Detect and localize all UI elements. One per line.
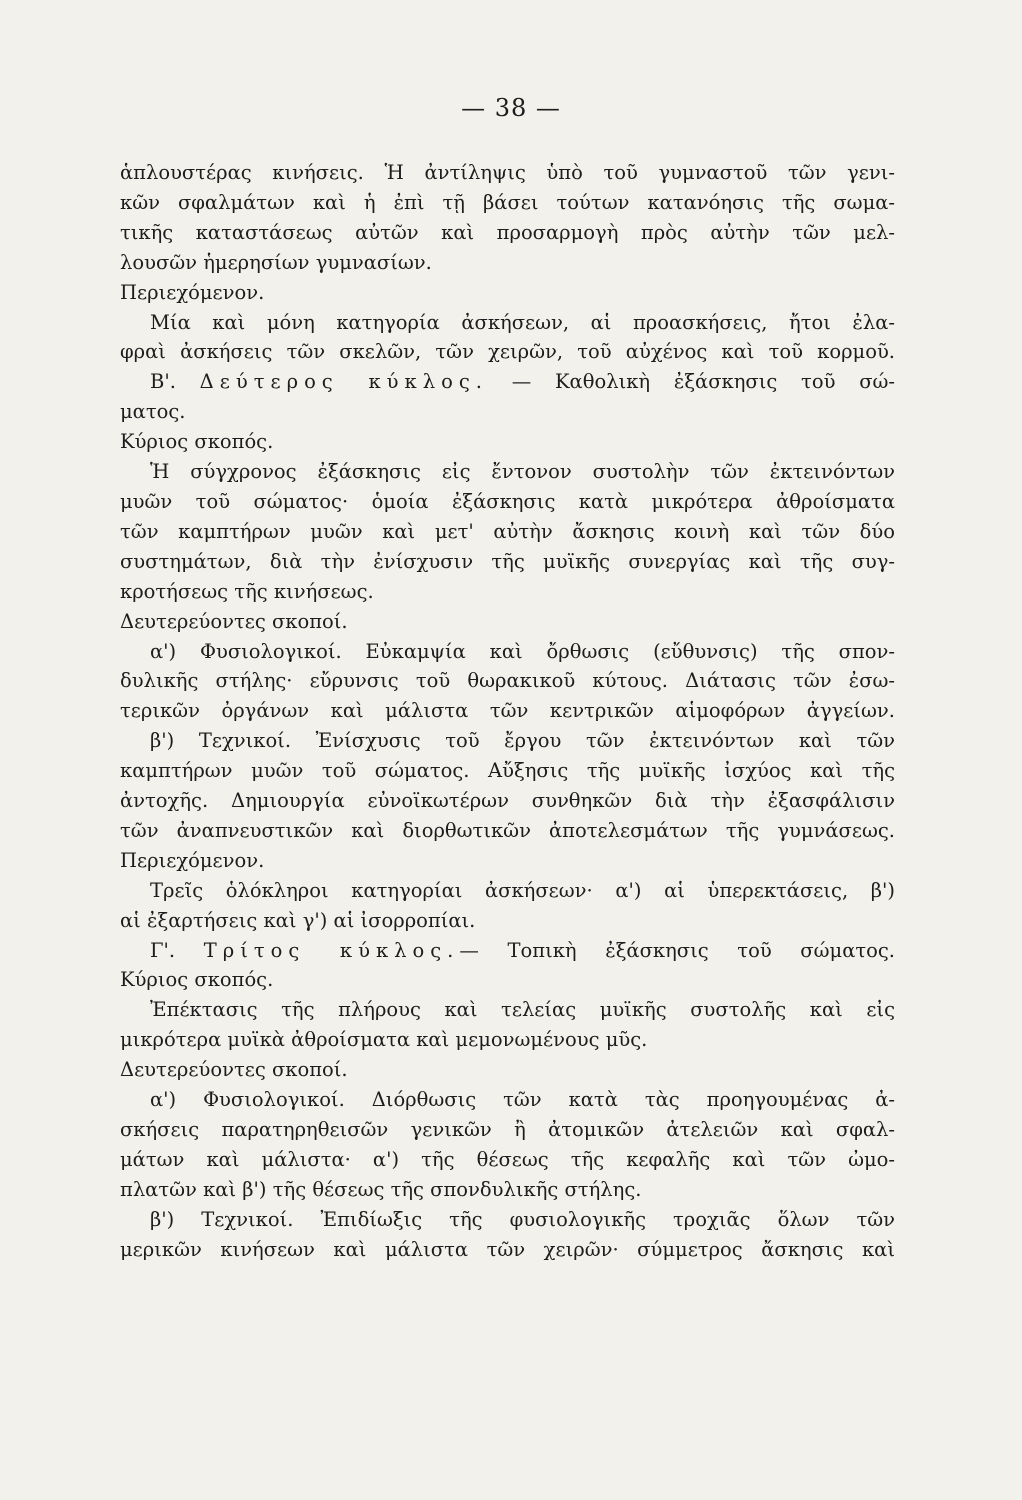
section-heading: Δευτερεύοντες σκοποί.	[120, 609, 348, 633]
text-line: μυῶν τοῦ σώματος· ὁμοία ἐξάσκησις κατὰ μικρότερα ἀθροίσματα	[120, 489, 895, 513]
text-line: τικῆς καταστάσεως αὐτῶν καὶ προσαρμογὴ πρὸς αὐτὴν τῶν μελ-	[120, 220, 895, 244]
text-line: λουσῶν ἡμερησίων γυμνασίων.	[120, 250, 432, 274]
section-heading: Κύριος σκοπός.	[120, 430, 274, 454]
text-line: μερικῶν κινήσεων καὶ μάλιστα τῶν χειρῶν· σύμμετρος ἄσκησις καὶ	[120, 1237, 895, 1261]
cycle-description: — Καθολικὴ ἐξάσκησις τοῦ σώ-	[487, 370, 896, 394]
section-heading: Δευτερεύοντες σκοποί.	[120, 1058, 348, 1082]
body-text	[120, 158, 895, 1265]
text-line: σκήσεις παρατηρηθεισῶν γενικῶν ἢ ἀτομικῶν ἀτελειῶν καὶ σφαλ-	[120, 1118, 895, 1141]
text-line: κροτήσεως τῆς κινήσεως.	[120, 579, 374, 603]
text-line: Μία καὶ μόνη κατηγορία ἀσκήσεων, αἱ προασκήσεις, ἤτοι ἐλα-	[150, 310, 895, 334]
section-heading: Περιεχόμενον.	[120, 280, 265, 304]
page-number: — 38 —	[461, 94, 561, 122]
text-line: ματος.	[120, 400, 186, 424]
text-line: αἱ ἐξαρτήσεις καὶ γ') αἱ ἰσορροπίαι.	[120, 908, 476, 932]
text-line: τερικῶν ὀργάνων καὶ μάλιστα τῶν κεντρικῶν αἱμοφόρων ἀγγείων.	[120, 699, 895, 723]
text-line: καμπτήρων μυῶν τοῦ σώματος. Αὔξησις τῆς μυϊκῆς ἰσχύος καὶ τῆς	[120, 759, 895, 783]
text-line: β') Τεχνικοί. Ἐπιδίωξις τῆς φυσιολογικῆς τροχιᾶς ὅλων τῶν	[150, 1207, 895, 1231]
text-line: κῶν σφαλμάτων καὶ ἡ ἐπὶ τῇ βάσει τούτων κατανόησις τῆς σωμα-	[120, 190, 895, 214]
section-heading: Κύριος σκοπός.	[120, 968, 274, 992]
text-line: συστημάτων, διὰ τὴν ἐνίσχυσιν τῆς μυϊκῆς συνεργίας καὶ τῆς συγ-	[120, 549, 895, 573]
text-line: ἁπλουστέρας κινήσεις. Ἡ ἀντίληψις ὑπὸ τοῦ γυμναστοῦ τῶν γενι-	[120, 161, 895, 184]
cycle-number: Γ'.	[150, 938, 204, 962]
cycle-heading-c	[120, 936, 895, 966]
text-line: Τρεῖς ὁλόκληροι κατηγορίαι ἀσκήσεων· α') αἱ ὑπερεκτάσεις, β')	[150, 878, 895, 902]
cycle-heading-b	[120, 367, 895, 397]
text-line: α') Φυσιολογικοί. Διόρθωσις τῶν κατὰ τὰς προηγουμένας ἀ-	[150, 1088, 895, 1112]
cycle-description: — Τοπικὴ ἐξάσκησις τοῦ σώματος.	[459, 938, 896, 962]
text-line: πλατῶν καὶ β') τῆς θέσεως τῆς σπονδυλικῆς στήλης.	[120, 1177, 642, 1201]
cycle-title: Τρίτος κύκλος.	[203, 938, 460, 962]
cycle-number: Β'.	[150, 370, 200, 394]
text-line: β') Τεχνικοί. Ἐνίσχυσις τοῦ ἔργου τῶν ἐκτεινόντων καὶ τῶν	[150, 729, 895, 753]
text-line: μικρότερα μυϊκὰ ἀθροίσματα καὶ μεμονωμένους μῦς.	[120, 1028, 648, 1052]
text-line: α') Φυσιολογικοί. Εὐκαμψία καὶ ὄρθωσις (εὔθυνσις) τῆς σπον-	[150, 639, 895, 663]
text-line: δυλικῆς στήλης· εὔρυνσις τοῦ θωρακικοῦ κύτους. Διάτασις τῶν ἐσω-	[120, 669, 895, 693]
section-heading: Περιεχόμενον.	[120, 848, 265, 872]
text-line: ἀντοχῆς. Δημιουργία εὐνοϊκωτέρων συνθηκῶν διὰ τὴν ἐξασφάλισιν	[120, 789, 895, 813]
text-line: Ἡ σύγχρονος ἐξάσκησις εἰς ἔντονον συστολὴν τῶν ἐκτεινόντων	[150, 460, 895, 484]
cycle-title: Δεύτερος κύκλος.	[199, 370, 488, 394]
text-line: μάτων καὶ μάλιστα· α') τῆς θέσεως τῆς κεφαλῆς καὶ τῶν ὠμο-	[120, 1147, 895, 1171]
text-line: Ἐπέκτασις τῆς πλήρους καὶ τελείας μυϊκῆς συστολῆς καὶ εἰς	[150, 998, 895, 1022]
text-line: τῶν ἀναπνευστικῶν καὶ διορθωτικῶν ἀποτελεσμάτων τῆς γυμνάσεως.	[120, 818, 895, 842]
text-line: φραὶ ἀσκήσεις τῶν σκελῶν, τῶν χειρῶν, τοῦ αὐχένος καὶ τοῦ κορμοῦ.	[120, 340, 895, 364]
text-line: τῶν καμπτήρων μυῶν καὶ μετ' αὐτὴν ἄσκησις κοινὴ καὶ τῶν δύο	[120, 519, 895, 543]
